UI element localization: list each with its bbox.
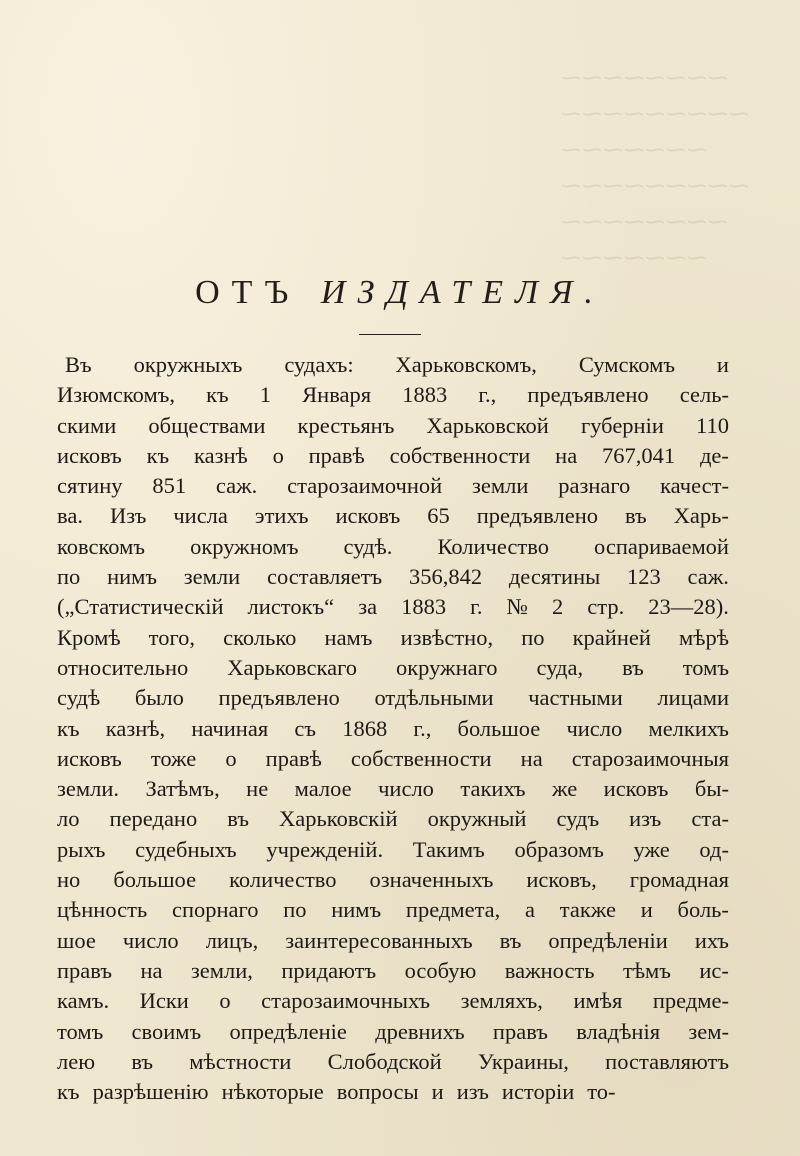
text-word: ихъ [694, 927, 729, 953]
page-title-part1: ОТЪ [195, 274, 301, 311]
text-word: по [283, 897, 307, 923]
text-word: сятину [57, 473, 123, 499]
text-word: опредѣленіе [229, 1018, 347, 1044]
text-line [57, 1077, 729, 1107]
text-word: намъ [324, 624, 373, 650]
text-word: г., [413, 715, 432, 741]
text-word: старозаимочныхъ [261, 988, 431, 1014]
text-word: крестьянъ [297, 412, 395, 438]
text-word: судъ [556, 806, 600, 832]
text-word: исковъ [57, 745, 122, 771]
text-word: цѣнность [57, 897, 148, 923]
text-word: большое [113, 867, 197, 893]
text-word: Въ [65, 352, 92, 377]
text-word: 123 [627, 564, 661, 590]
text-word: зем- [688, 1018, 729, 1044]
text-word: томъ [57, 1018, 104, 1044]
text-word: од- [699, 836, 729, 862]
text-word: число [378, 776, 434, 802]
text-word: спорнаго [171, 897, 259, 923]
text-word: къ [206, 382, 229, 408]
text-line [57, 441, 729, 471]
text-word: судѣ. [343, 533, 393, 559]
text-word: стр. [587, 594, 625, 620]
text-word: листокъ“ [247, 594, 335, 620]
text-word: старозаимочныя [571, 745, 729, 771]
text-word: ис- [699, 957, 729, 983]
text-word: этихъ [254, 503, 309, 529]
text-word: г. [470, 594, 483, 620]
text-word: передано [109, 806, 198, 832]
text-word: такихъ [460, 776, 526, 802]
text-word: сель- [679, 382, 729, 408]
text-word: на [140, 957, 163, 983]
text-word: г., [478, 382, 497, 408]
text-word: Харьковской [426, 412, 549, 438]
text-line [57, 744, 729, 774]
text-word: де- [699, 442, 729, 468]
text-word: изъ [629, 806, 662, 832]
text-word: ста- [691, 806, 729, 832]
text-word: на [555, 442, 578, 468]
text-word: саж. [215, 473, 258, 499]
text-word: Затѣмъ, [145, 776, 220, 802]
text-line [57, 471, 729, 501]
text-word: поставляютъ [605, 1048, 729, 1074]
text-word: Изъ [109, 503, 147, 529]
text-word: качест- [660, 473, 729, 499]
text-word: 1868 [342, 715, 388, 741]
text-word: Изюмскомъ, [57, 382, 175, 408]
text-word: скими [57, 412, 117, 438]
text-word: къ [57, 715, 80, 741]
text-word: числа [173, 503, 228, 529]
text-word: Украины, [477, 1048, 569, 1074]
text-word: составляетъ [266, 564, 383, 590]
text-word: ковскомъ [57, 533, 146, 559]
text-word: придаютъ [281, 957, 377, 983]
text-word: № [506, 594, 528, 620]
text-line [57, 683, 729, 713]
text-word: важность [504, 957, 595, 983]
text-word: земли. [57, 776, 120, 802]
text-line [57, 926, 729, 956]
text-word: камъ. [57, 988, 110, 1014]
text-word: земли [472, 473, 529, 499]
text-word: въ [624, 503, 647, 529]
text-word: въ [622, 654, 644, 680]
text-word: количество [229, 867, 337, 893]
text-line [57, 1047, 729, 1077]
text-word: мѣстности [189, 1048, 292, 1074]
text-word: земли, [190, 957, 253, 983]
text-word: собственности [350, 745, 492, 771]
text-word: саж. [687, 564, 729, 590]
text-word: окружныхъ [133, 352, 243, 377]
text-word: а [525, 897, 536, 923]
text-word: томъ [682, 654, 729, 680]
text-word: но [57, 867, 81, 893]
text-word: правѣ [265, 745, 322, 771]
text-line [57, 411, 729, 441]
text-word: о [225, 745, 237, 771]
text-word: частными [528, 685, 623, 711]
text-word: къ [146, 442, 170, 468]
text-word: 2 [551, 594, 564, 620]
text-word: нимъ [107, 564, 158, 590]
text-word: не [246, 776, 269, 802]
text-word: исковъ [335, 503, 401, 529]
show-through-ink: ⁓⁓⁓⁓⁓⁓⁓⁓ ⁓⁓⁓⁓⁓⁓⁓⁓⁓ ⁓⁓⁓⁓⁓⁓⁓ ⁓⁓⁓⁓⁓⁓⁓⁓⁓ ⁓⁓⁓⁓⁓⁓⁓⁓ ⁓⁓⁓⁓⁓⁓⁓ [560, 67, 749, 269]
text-word: обществами [148, 412, 266, 438]
text-word: судебныхъ [135, 836, 237, 862]
text-word: по [521, 624, 545, 650]
text-line [57, 865, 729, 895]
text-word: опредѣленіи [548, 927, 668, 953]
body-paragraph [57, 350, 729, 1107]
text-word: сколько [223, 624, 297, 650]
text-word: лею [57, 1048, 96, 1074]
text-line [57, 350, 729, 380]
text-line [57, 501, 729, 531]
text-word: губерніи [580, 412, 664, 438]
text-word: имѣя [573, 988, 623, 1014]
text-word: большое [457, 715, 541, 741]
text-line [57, 623, 729, 653]
text-word: 110 [696, 412, 729, 438]
text-word: Кромѣ [57, 624, 121, 650]
text-word: разнаго [558, 473, 631, 499]
text-word: вопросы [336, 1079, 419, 1105]
text-line [57, 592, 729, 622]
text-word: начиная [191, 715, 269, 741]
text-word: предмета, [405, 897, 501, 923]
text-word: о [219, 988, 231, 1014]
text-word: Иски [139, 988, 189, 1014]
text-word: на [520, 745, 543, 771]
text-word: правъ [57, 957, 112, 983]
text-word: предъявлено [527, 382, 649, 408]
text-word: нимъ [331, 897, 382, 923]
text-line [57, 653, 729, 683]
page-title-part2: ИЗДАТЕЛЯ. [320, 274, 605, 311]
text-word: боль- [677, 897, 729, 923]
text-word: старозаимочной [287, 473, 443, 499]
text-word: Харьковскій [279, 806, 398, 832]
text-word: извѣстно, [400, 624, 494, 650]
text-word: десятины [508, 564, 601, 590]
text-word: рыхъ [57, 836, 106, 862]
text-line [57, 986, 729, 1016]
text-word: также [559, 897, 617, 923]
text-word: предме- [652, 988, 729, 1014]
text-word: 65 [427, 503, 450, 529]
text-word: владѣнія [576, 1018, 661, 1044]
text-word: правѣ [308, 442, 365, 468]
title-divider [359, 334, 421, 335]
text-word: и [716, 352, 729, 377]
text-word: мелкихъ [648, 715, 729, 741]
text-word: Харьковскаго [227, 654, 357, 680]
text-word: тѣмъ [623, 957, 671, 983]
text-word: исковъ [603, 776, 669, 802]
text-word: судѣ [57, 685, 101, 711]
text-word: („Статистическій [57, 594, 224, 620]
text-word: суда, [536, 654, 584, 680]
text-word: 23—28). [648, 594, 729, 620]
text-word: за [358, 594, 378, 620]
text-word: изъ [456, 1079, 489, 1105]
text-word: лицъ, [205, 927, 259, 953]
text-word: ва. [57, 503, 83, 529]
text-word: бы- [694, 776, 729, 802]
text-word: Харь- [673, 503, 729, 529]
text-line [57, 714, 729, 744]
text-word: Количество [437, 533, 549, 559]
text-word: Сумскомъ [578, 352, 675, 377]
text-line [57, 532, 729, 562]
text-word: означенныхъ [369, 867, 494, 893]
text-word: земляхъ, [460, 988, 543, 1014]
text-word: и [640, 897, 653, 923]
text-word: исковъ, [526, 867, 597, 893]
text-word: съ [294, 715, 316, 741]
text-word: число [122, 927, 179, 953]
text-word: въ [131, 1048, 154, 1074]
text-word: оспариваемой [594, 533, 729, 559]
text-word: собственности [389, 442, 531, 468]
text-word: окружномъ [190, 533, 299, 559]
text-word: судахъ: [284, 352, 354, 377]
text-word: 1883 [402, 382, 448, 408]
text-word: отдѣльными [374, 685, 494, 711]
text-word: заинтересованныхъ [285, 927, 473, 953]
text-word: Харьковскомъ, [395, 352, 537, 377]
text-line [57, 804, 729, 834]
text-word: Слободской [327, 1048, 442, 1074]
text-word: къ [57, 1079, 80, 1105]
text-word: громадная [629, 867, 729, 893]
text-word: и [431, 1079, 444, 1105]
text-word: 851 [152, 473, 187, 499]
text-word: того, [148, 624, 196, 650]
text-word: уже [633, 836, 670, 862]
text-word: относительно [57, 654, 189, 680]
page-title [0, 274, 800, 312]
text-word: 1883 [401, 594, 447, 620]
text-word: древнихъ [375, 1018, 465, 1044]
text-word: особую [404, 957, 477, 983]
text-word: 356,842 [408, 564, 483, 590]
text-word: нѣкоторые [221, 1079, 324, 1105]
text-word: тоже [150, 745, 197, 771]
text-word: казнѣ [194, 442, 248, 468]
text-word: ло [57, 806, 80, 832]
text-word: Такимъ [412, 836, 485, 862]
text-word: исторіи [501, 1079, 575, 1105]
text-word: Января [302, 382, 372, 408]
text-word: земли [183, 564, 241, 590]
text-word: то- [587, 1079, 616, 1105]
text-line [57, 895, 729, 925]
text-line [57, 380, 729, 410]
text-word: въ [227, 806, 249, 832]
text-line [57, 774, 729, 804]
text-word: лицами [657, 685, 729, 711]
text-line [57, 1017, 729, 1047]
text-word: въ [499, 927, 522, 953]
text-word: по [57, 564, 81, 590]
text-word: правъ [492, 1018, 548, 1044]
text-line [57, 956, 729, 986]
text-word: предъявлено [476, 503, 598, 529]
text-word: окружный [427, 806, 527, 832]
text-word: было [134, 685, 184, 711]
text-word: же [551, 776, 578, 802]
text-line [57, 835, 729, 865]
text-line [57, 562, 729, 592]
text-word: число [566, 715, 623, 741]
text-word: шое [57, 927, 96, 953]
text-word: малое [294, 776, 352, 802]
text-word: предъявлено [218, 685, 340, 711]
text-word: 1 [259, 382, 272, 408]
text-word: о [272, 442, 284, 468]
text-word: казнѣ, [105, 715, 166, 741]
text-word: исковъ [57, 442, 122, 468]
text-word: учрежденій. [266, 836, 384, 862]
text-word: крайней [572, 624, 651, 650]
text-word: разрѣшенію [92, 1079, 209, 1105]
text-word: мѣрѣ [679, 624, 729, 650]
text-word: 767,041 [602, 442, 676, 468]
text-word: своимъ [131, 1018, 202, 1044]
text-word: окружнаго [395, 654, 498, 680]
text-word: образомъ [514, 836, 604, 862]
